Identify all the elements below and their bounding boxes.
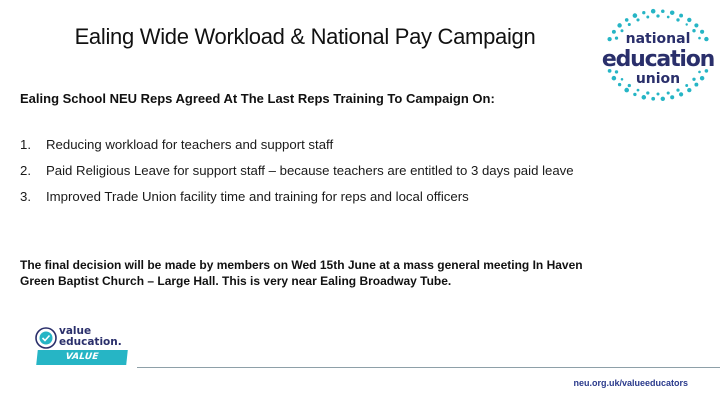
list-item-number: 2. [20, 163, 31, 178]
neu-logo-dot [676, 89, 679, 92]
neu-logo [596, 6, 720, 104]
neu-logo-dot [612, 30, 616, 34]
neu-logo-dot [692, 29, 695, 32]
list-item [20, 136, 590, 153]
list-item-text: Improved Trade Union facility time and training for reps and local officers [46, 189, 469, 204]
neu-logo-dot [651, 9, 656, 14]
subheading: Ealing School NEU Reps Agreed At The Last Reps Training To Campaign On: [20, 91, 495, 106]
slide-title: Ealing Wide Workload & National Pay Campaign [74, 24, 536, 49]
neu-logo-dot [646, 91, 649, 94]
neu-logo-dot [656, 92, 659, 95]
neu-logo-dot [612, 76, 617, 81]
list-item-number: 3. [20, 189, 31, 204]
value-educators-line2: education. [59, 336, 122, 348]
neu-logo-dot [661, 9, 665, 13]
neu-logo-dot [667, 16, 670, 19]
neu-logo-dot [687, 18, 691, 22]
neu-logo-dot [676, 18, 679, 21]
footer-url[interactable]: neu.org.uk/valueeducators [573, 378, 688, 388]
list-item-text: Reducing workload for teachers and support staff [46, 137, 334, 152]
neu-logo-dot [670, 10, 675, 15]
neu-logo-line2: education [601, 47, 715, 72]
circular-badge-icon [35, 327, 57, 349]
neu-logo-dot [694, 23, 698, 27]
neu-logo-dot [628, 84, 631, 87]
neu-logo-dot [700, 76, 705, 81]
neu-logo-dot [670, 95, 674, 99]
list-item-number: 1. [20, 137, 31, 152]
neu-logo-dot [633, 93, 636, 96]
neu-logo-dot [637, 89, 640, 92]
neu-logo-dot [607, 37, 611, 41]
neu-logo-dot [685, 23, 687, 25]
neu-logo-dot [642, 11, 645, 14]
list-item-text: Paid Religious Leave for support staff – because teachers are entitled to 3 days paid leave [46, 163, 574, 178]
neu-logo-dot [667, 91, 670, 94]
campaign-list [20, 136, 590, 214]
neu-logo-dot [694, 83, 698, 87]
neu-logo-dot [625, 18, 629, 22]
neu-logo-dot [651, 97, 655, 101]
neu-logo-dot [618, 83, 621, 86]
footer-divider [137, 367, 720, 368]
meeting-note: The final decision will be made by members on Wed 15th June at a mass general meeting In Haven Green Baptist Church – Large Hall. This is very near Ealing Broadway Tube. [20, 258, 583, 288]
neu-logo-dot [617, 23, 621, 27]
neu-logo-dot [656, 14, 659, 17]
neu-logo-dot [621, 29, 624, 32]
neu-logo-dot [661, 97, 665, 101]
neu-logo-dot [692, 78, 695, 81]
neu-logo-dot [679, 14, 683, 18]
neu-logo-dot [685, 84, 688, 87]
neu-logo-dot [679, 92, 683, 96]
neu-logo-dot [698, 37, 701, 40]
neu-logo-line3: union [635, 71, 681, 87]
neu-logo-dot [628, 23, 631, 26]
neu-logo-dot [633, 13, 638, 18]
neu-logo-dot [646, 16, 649, 19]
value-educators-line1: value [59, 325, 92, 337]
value-educators-logo [35, 325, 137, 377]
list-item [20, 188, 590, 205]
neu-logo-line1: national [625, 31, 691, 47]
neu-logo-dot [621, 78, 624, 81]
neu-logo-dot [700, 30, 704, 34]
value-educators-banner: VALUE EDUCATORS [36, 350, 128, 365]
neu-logo-dot [636, 18, 639, 21]
list-item [20, 162, 590, 179]
neu-logo-dot [704, 37, 708, 41]
neu-logo-dot [642, 95, 647, 100]
neu-logo-dot [624, 88, 629, 93]
neu-logo-dot [615, 36, 618, 39]
neu-logo-dot [687, 88, 691, 92]
